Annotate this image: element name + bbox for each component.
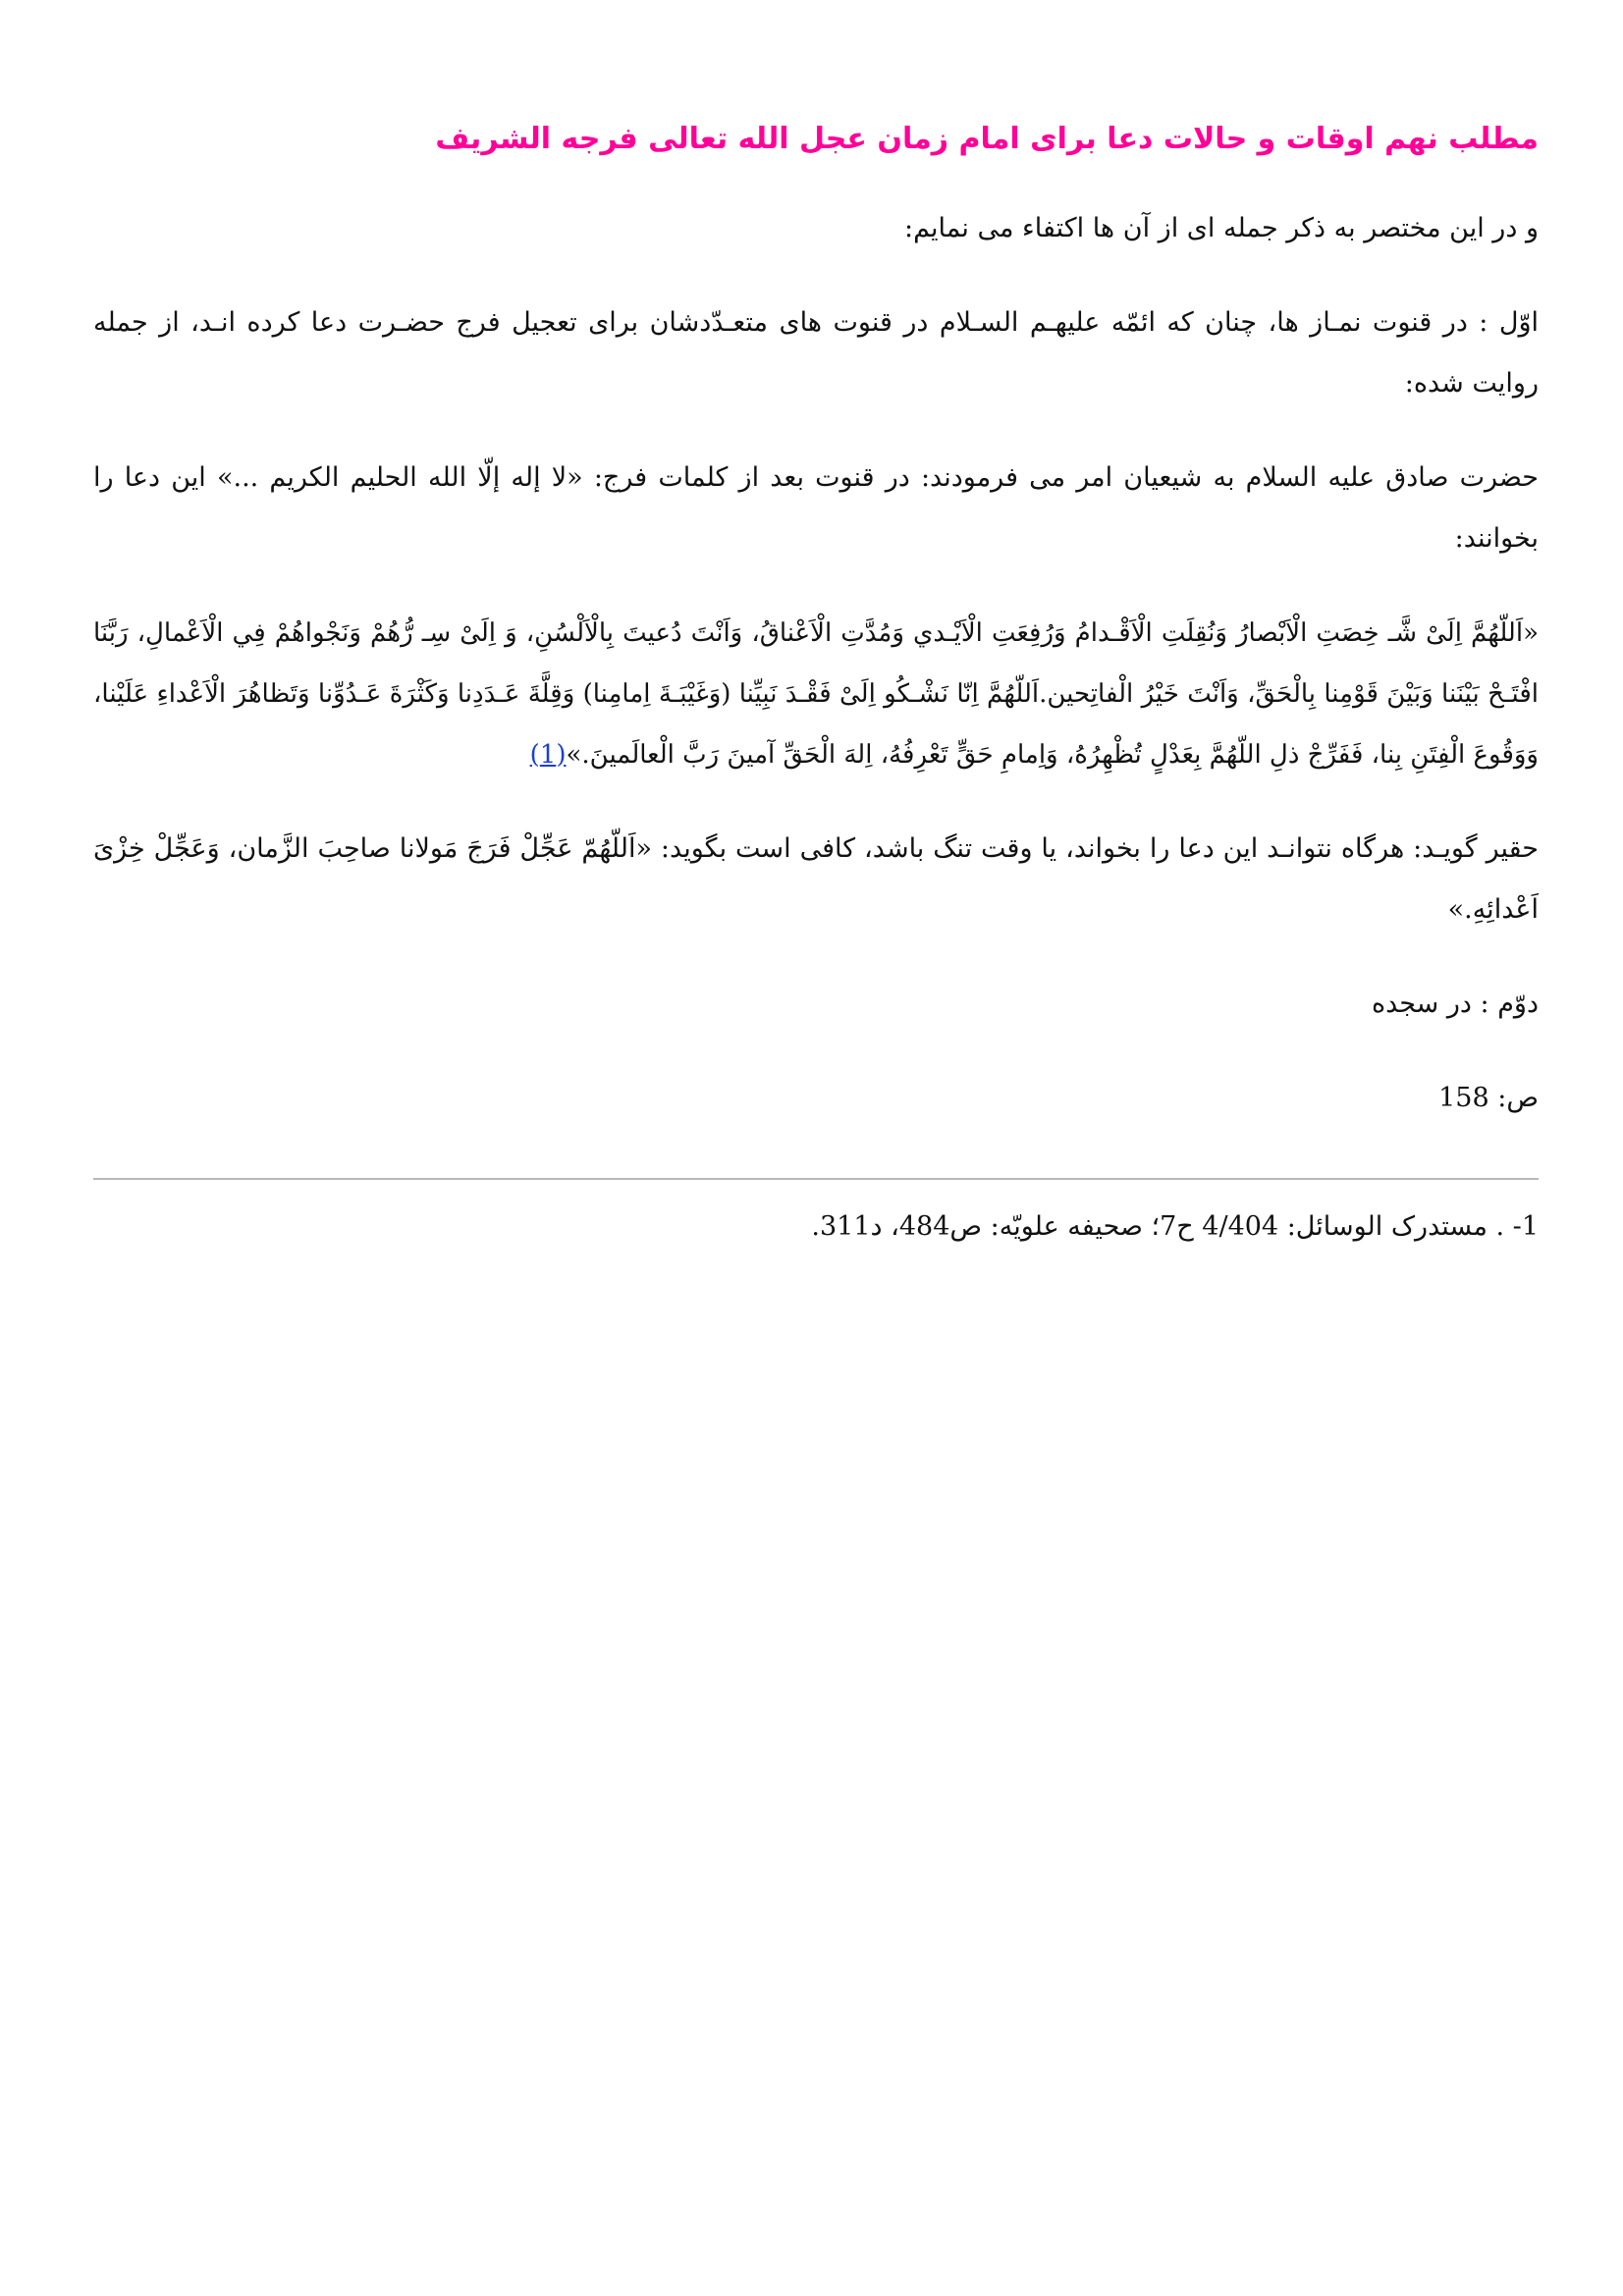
dua-text: «اَللّهُمَّ اِلَیْ شَّـ خِصَتِ الْاَبْصارُ وَنُقِلَتِ الْاَقْـدامُ وَرُفِعَتِ الْاَیْـدي وَمُدَّتِ الْاَعْناقُ، وَاَنْتَ دُعیتَ بِالْاَلْسُنِ، وَ اِلَیْ سِـ رُّهُمْ وَنَجْواهُمْ فِي الْاَعْمالِ، رَبَّنَا افْتَـحْ بَیْنَنا وَبَیْنَ قَوْمِنا بِالْحَقِّ، وَاَنْتَ خَیْرُ الْفاتِحین.اَللّهُمَّ اِنّا نَشْـكُو اِلَیْ فَقْـدَ نَبِیِّنا (وَغَیْبَـةَ اِمامِنا) وَقِلَّةَ عَـدَدِنا وَكَثْرَةَ عَـدُوِّنا وَتَظاهُرَ الْاَعْداءِ عَلَیْنا، وَوَقُوعَ الْفِتَنِ بِنا، فَفَرِّجْ ذلِ اللّهُمَّ بِعَدْلٍ تُظْهِرُهُ، وَاِمامِ حَقٍّ تَعْرِفُهُ، اِلهَ الْحَقِّ آمینَ رَبَّ الْعالَمینَ.» — [93, 618, 1539, 770]
first-paragraph: اوّل : در قنوت نمـاز ها، چنان که ائمّه علیهـم السـلام در قنوت های متعـدّدشان برای تعجیل فرج حضـرت دعا کرده انـد، از جمله روایت شده: — [93, 307, 1539, 399]
footnote-divider — [93, 1178, 1539, 1180]
haqir-paragraph: حقیر گویـد: هرگاه نتوانـد این دعا را بخواند، یا وقت تنگ باشد، کافی است بگوید: «اَللّهُمّ عَجِّلْ فَرَجَ مَولانا صاحِبَ الزَّمان، وَعَجِّلْ خِزْیَ اَعْدائِهِ.» — [93, 833, 1539, 925]
dua-paragraph — [93, 603, 1539, 785]
footnote-link[interactable]: (1) — [529, 740, 567, 770]
page-body — [93, 110, 1539, 1162]
second-paragraph: دوّم : در سجده — [1371, 988, 1539, 1019]
footnote-text: 1- . مستدرک الوسائل: 4/404 ح7؛ صحیفه علویّه: ص484، د311. — [811, 1211, 1539, 1242]
section-heading: مطلب نهم اوقات و حالات دعا برای امام زمان عجل الله تعالی فرجه الشریف — [435, 122, 1539, 156]
sadiq-paragraph: حضرت صادق علیه السلام به شیعیان امر می فرمودند: در قنوت بعد از کلمات فرج: «لا إله إلّا الله الحلیم الکریم ...» این دعا را بخوانند: — [93, 462, 1539, 554]
page-number: ص: 158 — [1438, 1083, 1539, 1113]
intro-paragraph: و در این مختصر به ذکر جمله ای از آن ها اکتفاء می نمایم: — [903, 213, 1539, 243]
